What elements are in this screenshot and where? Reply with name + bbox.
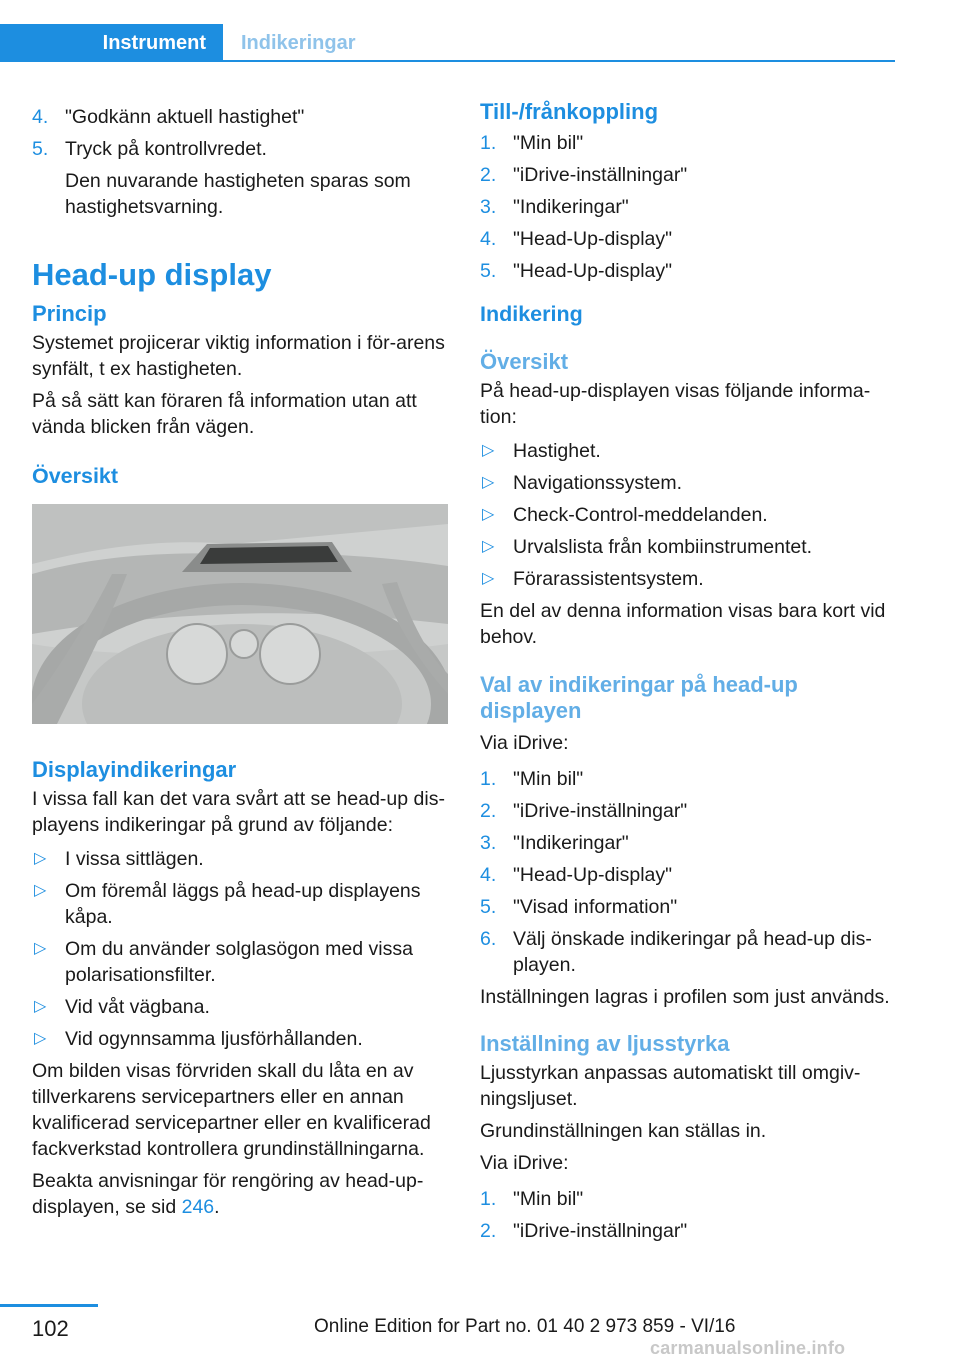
oversikt-paragraph: På head-up-displayen visas följande informa-tion: (480, 380, 871, 428)
dashboard-illustration (32, 504, 448, 724)
triangle-bullet-icon: ▷ (482, 506, 495, 523)
list-item: ▷ Navigationssystem. (482, 472, 683, 494)
oversikt-subheading: Översikt (480, 349, 569, 374)
ljus-heading: Inställning av ljusstyrka (480, 1031, 730, 1056)
triangle-bullet-icon: ▷ (34, 850, 47, 867)
list-item: 5. "Head-Up-display" (480, 260, 673, 282)
tab-indikeringar[interactable]: Indikeringar (241, 32, 356, 54)
val-paragraph: Inställningen lagras i profilen som just används. (480, 986, 890, 1008)
list-item: ▷ Om du använder solglasögon med vissa polarisationsfilter. (34, 938, 413, 986)
page-number: 102 (32, 1316, 69, 1341)
princip-paragraph-2: På så sätt kan föraren få information utan att vända blicken från vägen. (32, 390, 417, 438)
list-item: ▷ Vid ogynnsamma ljusförhållanden. (34, 1028, 363, 1050)
list-item: 3. "Indikeringar" (480, 832, 629, 854)
left-column (32, 98, 448, 1220)
list-item: 2. "iDrive-inställningar" (480, 800, 688, 822)
ljus-via: Via iDrive: (480, 1152, 569, 1174)
list-item: 4. "Head-Up-display" (480, 864, 673, 886)
tab-instrument[interactable]: Instrument (0, 24, 223, 62)
ljus-paragraph-1: Ljusstyrkan anpassas automatiskt till omgiv-ningsljuset. (480, 1062, 861, 1110)
list-item: 5. "Visad information" (480, 896, 678, 918)
triangle-bullet-icon: ▷ (482, 570, 495, 587)
ljus-steps (480, 1186, 900, 1244)
triangle-bullet-icon: ▷ (34, 940, 47, 957)
list-item: ▷ I vissa sittlägen. (34, 848, 204, 870)
list-item: 4. "Head-Up-display" (480, 228, 673, 250)
page-link[interactable]: 246 (181, 1196, 215, 1218)
display-paragraph: I vissa fall kan det vara svårt att se head-up dis-playens indikeringar på grund av följande: (32, 788, 445, 836)
edition-text: Online Edition for Part no. 01 40 2 973 859 - VI/16 (314, 1316, 736, 1337)
list-item: ▷ Förarassistentsystem. (482, 568, 704, 590)
triangle-bullet-icon: ▷ (482, 474, 495, 491)
list-item: 5. Tryck på kontrollvredet. Den nuvarande hastigheten sparas som hastighetsvarning. (32, 138, 411, 218)
right-column (480, 98, 900, 1250)
oversikt-heading: Översikt (32, 464, 119, 488)
list-item: ▷ Check-Control-meddelanden. (482, 504, 768, 526)
list-item: ▷ Urvalslista från kombiinstrumentet. (482, 536, 813, 558)
conditions-list (32, 846, 448, 1052)
distorted-paragraph: Om bilden visas förvriden skall du låta en av tillverkarens servicepartners eller en annan kvalificerad servicepartner eller en kvalificerad fackverkstad kontrollera grundinställningarna. (32, 1060, 431, 1160)
list-item: 4. "Godkänn aktuell hastighet" (32, 106, 305, 128)
indikering-heading: Indikering (480, 302, 583, 326)
onoff-heading: Till-/frånkoppling (480, 99, 659, 124)
onoff-steps (480, 130, 900, 284)
triangle-bullet-icon: ▷ (482, 538, 495, 555)
princip-paragraph-1: Systemet projicerar viktig information i för-arens synfält, t ex hastigheten. (32, 332, 445, 380)
header-bar (0, 24, 895, 62)
watermark: carmanualsonline.info (650, 1338, 846, 1358)
val-via: Via iDrive: (480, 732, 569, 754)
footer-rule (0, 1304, 98, 1307)
list-item: ▷ Vid våt vägbana. (34, 996, 210, 1018)
steps-top (32, 104, 448, 220)
ljus-paragraph-2: Grundinställningen kan ställas in. (480, 1120, 767, 1142)
cleaning-paragraph: Beakta anvisningar för rengöring av head-up-displayen, se sid 246. (32, 1170, 424, 1218)
list-item: 2. "iDrive-inställningar" (480, 1220, 688, 1242)
val-heading: Val av indikeringar på head-up displayen (480, 672, 798, 723)
list-item: 1. "Min bil" (480, 768, 584, 790)
triangle-bullet-icon: ▷ (34, 998, 47, 1015)
info-paragraph: En del av denna information visas bara kort vid behov. (480, 600, 886, 648)
princip-heading: Princip (32, 301, 107, 326)
triangle-bullet-icon: ▷ (34, 882, 47, 899)
list-item: 1. "Min bil" (480, 1188, 584, 1210)
info-list (480, 438, 900, 592)
list-item: 3. "Indikeringar" (480, 196, 629, 218)
list-item: ▷ Hastighet. (482, 440, 601, 462)
triangle-bullet-icon: ▷ (482, 442, 495, 459)
list-item: ▷ Om föremål läggs på head-up displayens kåpa. (34, 880, 421, 928)
list-item: 1. "Min bil" (480, 132, 584, 154)
val-steps (480, 766, 900, 978)
list-item: 6. Välj önskade indikeringar på head-up dis-playen. (480, 928, 872, 976)
section-title: Head-up display (32, 257, 272, 292)
list-item: 2. "iDrive-inställningar" (480, 164, 688, 186)
triangle-bullet-icon: ▷ (34, 1030, 47, 1047)
displayindikeringar-heading: Displayindikeringar (32, 757, 237, 782)
